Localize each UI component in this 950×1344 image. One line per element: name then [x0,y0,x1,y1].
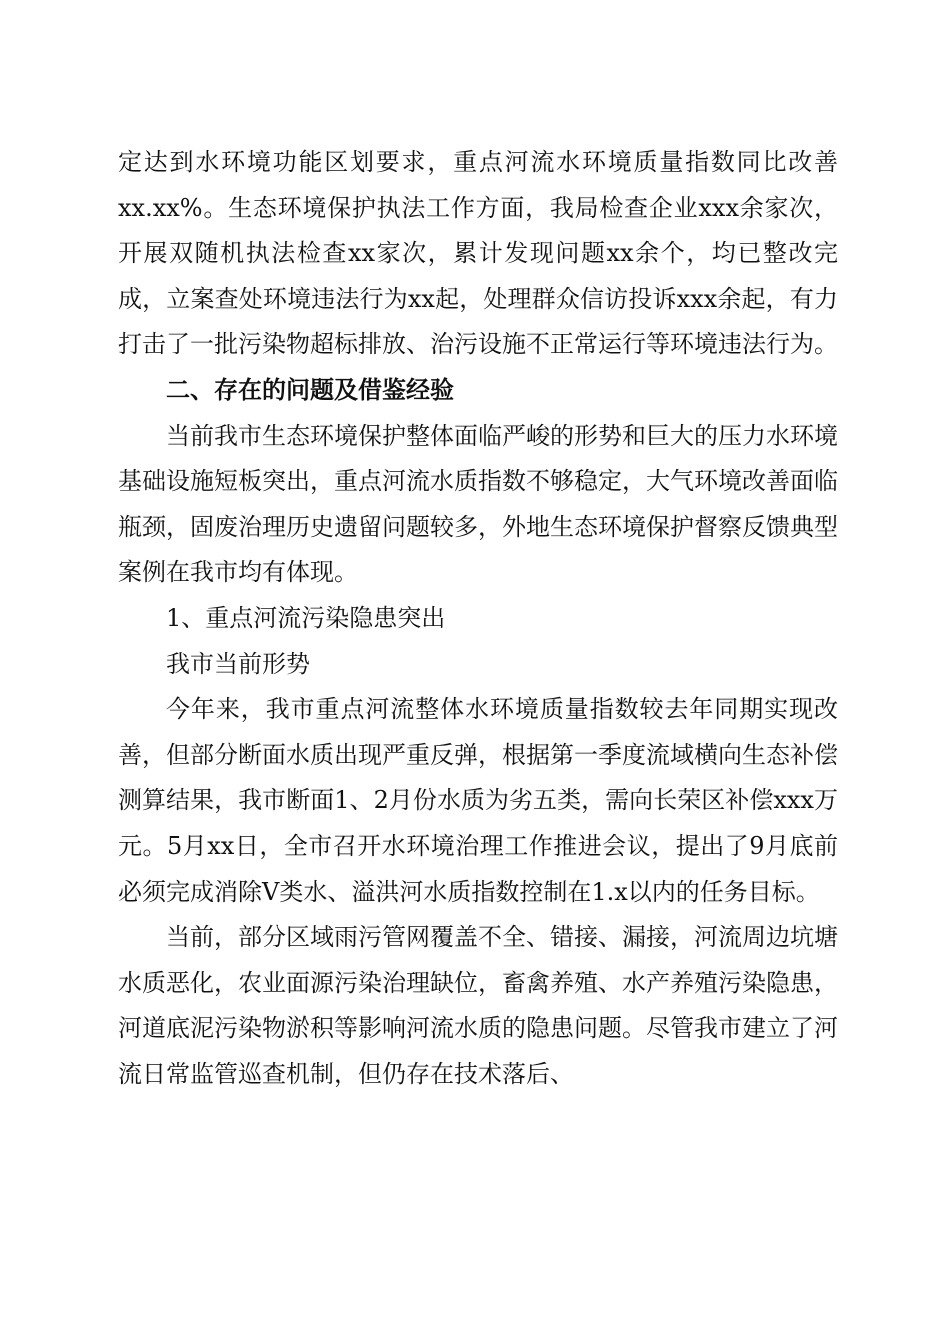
paragraph: 当前我市生态环境保护整体面临严峻的形势和巨大的压力水环境基础设施短板突出，重点河流水质指数不够稳定，大气环境改善面临瓶颈，固废治理历史遗留问题较多，外地生态环境保护督察反馈典型案例在我市均有体现。 [118,421,838,587]
subsection-heading: 1、重点河流污染隐患突出 [166,603,446,632]
document-body [118,140,838,1097]
paragraph: 当前，部分区域雨污管网覆盖不全、错接、漏接，河流周边坑塘水质恶化，农业面源污染治理缺位，畜禽养殖、水产养殖污染隐患，河道底泥污染物淤积等影响河流水质的隐患问题。尽管我市建立了河流日常监管巡查机制，但仍存在技术落后、 [118,923,838,1088]
paragraph: 今年来，我市重点河流整体水环境质量指数较去年同期实现改善，但部分断面水质出现严重反弹，根据第一季度流域横向生态补偿测算结果，我市断面1、2月份水质为劣五类，需向长荣区补偿xxx万元。5月xx日，全市召开水环境治理工作推进会议，提出了9月底前必须完成消除V类水、溢洪河水质指数控制在1.x以内的任务目标。 [118,695,838,906]
section-heading: 二、存在的问题及借鉴经验 [166,375,454,404]
subsection-title: 我市当前形势 [166,649,310,678]
paragraph-continuation: 定达到水环境功能区划要求，重点河流水环境质量指数同比改善xx.xx%。生态环境保护执法工作方面，我局检查企业xxx余家次，开展双随机执法检查xx家次，累计发现问题xx余个，均已整改完成，立案查处环境违法行为xx起，处理群众信访投诉xxx余起，有力打击了一批污染物超标排放、治污设施不正常运行等环境违法行为。 [118,148,838,359]
